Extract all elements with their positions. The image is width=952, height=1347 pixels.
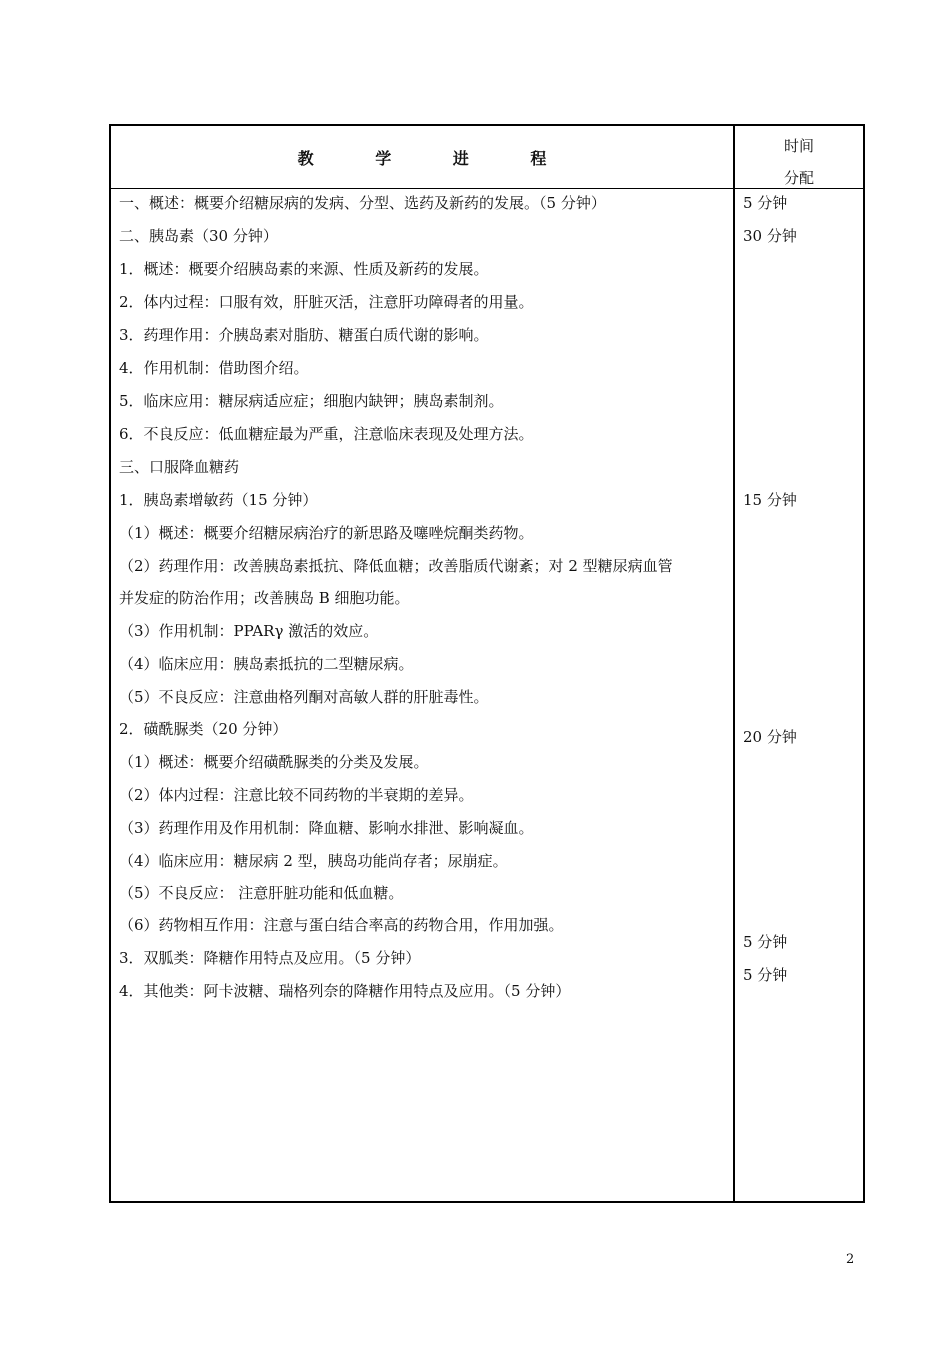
content-line: 4．作用机制：借助图介绍。	[119, 359, 309, 377]
content-line: （4）临床应用：糖尿病 2 型，胰岛功能尚存者；尿崩症。	[119, 852, 508, 870]
content-line: 1．胰岛素增敏药（15 分钟）	[119, 491, 318, 509]
page-number: 2	[846, 1252, 855, 1267]
content-line: 5．临床应用：糖尿病适应症；细胞内缺钾；胰岛素制剂。	[119, 392, 504, 410]
content-line: （2）体内过程：注意比较不同药物的半衰期的差异。	[119, 786, 474, 804]
content-line: 1．概述：概要介绍胰岛素的来源、性质及新药的发展。	[119, 260, 489, 278]
time-value: 5 分钟	[743, 933, 788, 951]
content-line: （3）药理作用及作用机制：降血糖、影响水排泄、影响凝血。	[119, 819, 534, 837]
content-line: （1）概述：概要介绍磺酰脲类的分类及发展。	[119, 753, 429, 771]
content-line: 三、口服降血糖药	[119, 458, 240, 476]
content-line: 二、胰岛素（30 分钟）	[119, 227, 278, 245]
content-line: 并发症的防治作用；改善胰岛 B 细胞功能。	[119, 589, 410, 607]
content-line: （6）药物相互作用：注意与蛋白结合率高的药物合用，作用加强。	[119, 916, 564, 934]
content-line: （1）概述：概要介绍糖尿病治疗的新思路及噻唑烷酮类药物。	[119, 524, 534, 542]
time-value: 30 分钟	[743, 227, 797, 245]
time-allocation-header	[735, 130, 863, 194]
column-divider	[733, 126, 735, 1201]
content-line: 6．不良反应：低血糖症最为严重，注意临床表现及处理方法。	[119, 425, 534, 443]
content-line: （5）不良反应：注意曲格列酮对高敏人群的肝脏毒性。	[119, 688, 489, 706]
content-line: 2．体内过程：口服有效，肝脏灭活，注意肝功障碍者的用量。	[119, 293, 534, 311]
time-value: 15 分钟	[743, 491, 797, 509]
teaching-process-table	[109, 124, 865, 1203]
table-title: 教 学 进 程	[297, 148, 575, 168]
content-line: （5）不良反应： 注意肝脏功能和低血糖。	[119, 884, 404, 902]
content-line: 一、概述：概要介绍糖尿病的发病、分型、选药及新药的发展。（5 分钟）	[119, 194, 606, 212]
time-value: 5 分钟	[743, 966, 788, 984]
content-line: （2）药理作用：改善胰岛素抵抗、降低血糖；改善脂质代谢紊；对 2 型糖尿病血管	[119, 557, 673, 575]
content-line: 3．双胍类：降糖作用特点及应用。（5 分钟）	[119, 949, 421, 967]
content-line: 2．磺酰脲类（20 分钟）	[119, 720, 288, 738]
content-line: 4．其他类：阿卡波糖、瑞格列奈的降糖作用特点及应用。（5 分钟）	[119, 982, 571, 1000]
time-header-line2: 分配	[783, 169, 814, 187]
content-line: 3．药理作用：介胰岛素对脂肪、糖蛋白质代谢的影响。	[119, 326, 489, 344]
content-line: （4）临床应用：胰岛素抵抗的二型糖尿病。	[119, 655, 414, 673]
content-line: （3）作用机制：PPARγ 激活的效应。	[119, 622, 379, 640]
time-value: 20 分钟	[743, 728, 797, 746]
time-value: 5 分钟	[743, 194, 788, 212]
time-header-line1: 时间	[783, 137, 814, 155]
